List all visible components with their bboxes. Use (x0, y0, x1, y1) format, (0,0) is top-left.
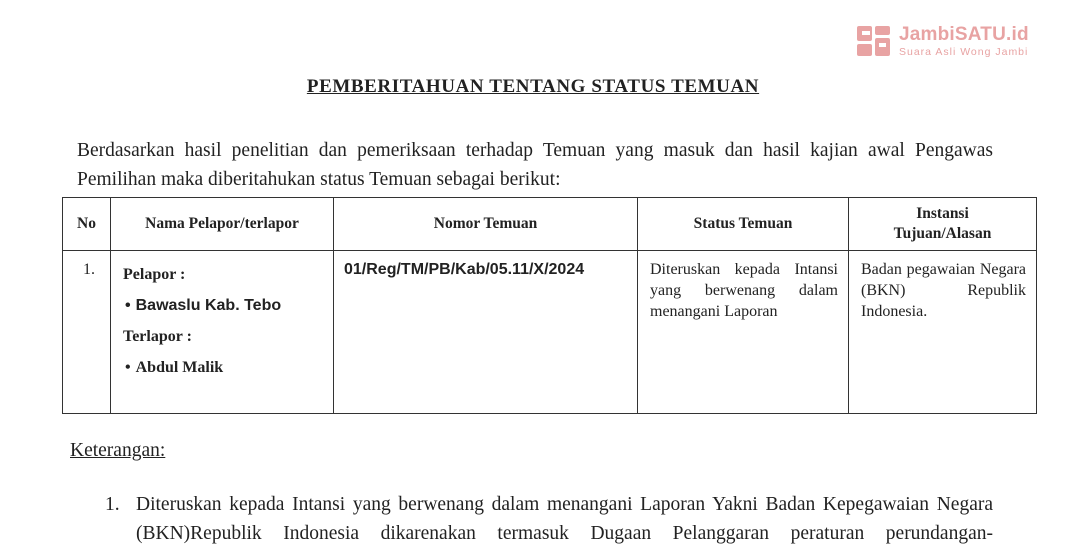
header-status: Status Temuan (638, 198, 849, 251)
cell-no: 1. (63, 251, 111, 414)
cell-status: Diteruskan kepada Intansi yang berwenang dalam menangani Laporan (638, 251, 849, 414)
keterangan-label: Keterangan: (70, 440, 166, 461)
intro-paragraph: Berdasarkan hasil penelitian dan pemeriksaan terhadap Temuan yang masuk dan hasil kajian awal Pengawas Pemilihan maka diberitahukan status Temuan sebagai berikut: (77, 140, 993, 190)
pelapor-label: Pelapor : (123, 266, 186, 283)
header-nama: Nama Pelapor/terlapor (111, 198, 334, 251)
cell-nama (111, 251, 334, 414)
header-no: No (63, 198, 111, 251)
document-title: PEMBERITAHUAN TENTANG STATUS TEMUAN (306, 76, 760, 97)
table-header-row (63, 198, 1037, 251)
cell-instansi: Badan pegawaian Negara (BKN) Republik Indonesia. (849, 251, 1037, 414)
bullet-icon: • (125, 297, 131, 314)
jambisatu-logo (855, 22, 1029, 60)
cell-nomor: 01/Reg/TM/PB/Kab/05.11/X/2024 (334, 251, 638, 414)
findings-table (62, 197, 1037, 414)
pelapor-item (123, 290, 323, 321)
terlapor-item (123, 352, 323, 383)
header-instansi-line2: Tujuan/Alasan (893, 225, 992, 242)
terlapor-label: Terlapor : (123, 328, 192, 345)
terlapor-name: Abdul Malik (135, 359, 224, 376)
header-nomor: Nomor Temuan (334, 198, 638, 251)
note-number: 1. (105, 494, 120, 515)
logo-tagline: Suara Asli Wong Jambi (899, 45, 1029, 58)
table-row (63, 251, 1037, 414)
bullet-icon: • (125, 359, 131, 376)
header-instansi-line1: Instansi (916, 205, 969, 222)
logo-name: JambiSATU.id (899, 23, 1029, 45)
note-item (105, 490, 993, 548)
jambisatu-logo-icon (855, 22, 893, 60)
pelapor-name: Bawaslu Kab. Tebo (135, 297, 282, 314)
note-text: Diteruskan kepada Intansi yang berwenang dalam menangani Laporan Yakni Badan Kepegawaian Negara (BKN)Republik Indonesia dikarenakan termasuk Dugaan Pelanggaran peraturan perundangan- (136, 494, 993, 544)
jambisatu-logo-text (899, 25, 1029, 58)
header-instansi (849, 198, 1037, 251)
